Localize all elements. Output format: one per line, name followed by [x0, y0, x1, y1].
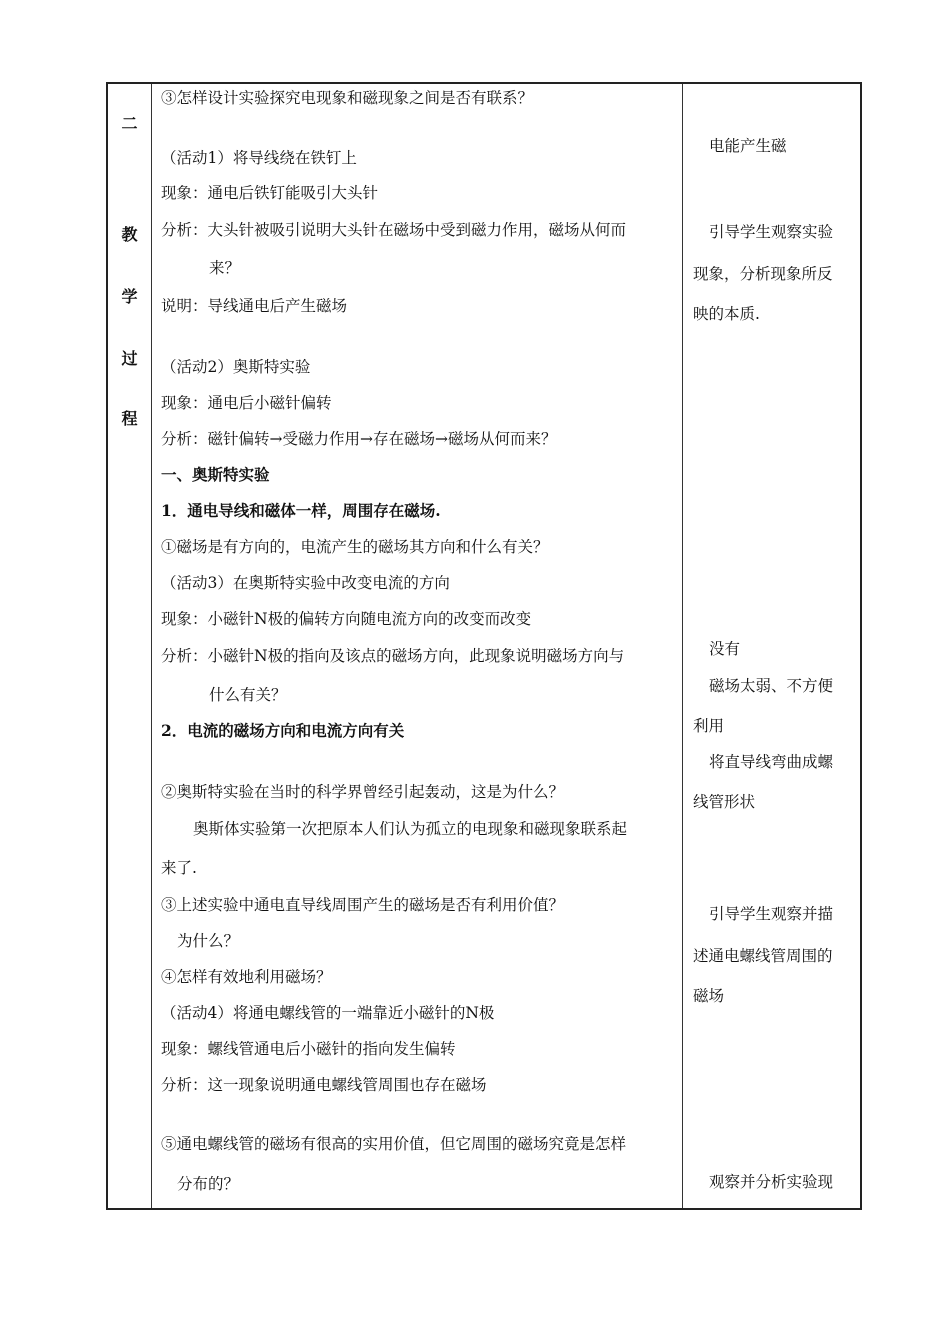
- content-line: 分析：磁针偏转→受磁力作用→存在磁场→磁场从何而来？: [161, 430, 557, 448]
- content-line: 现象：螺线管通电后小磁针的指向发生偏转: [161, 1040, 456, 1058]
- note-line: 引导学生观察并描: [709, 905, 834, 923]
- section-heading: 2．电流的磁场方向和电流方向有关: [161, 721, 405, 740]
- column-divider: [151, 84, 152, 1208]
- content-line: 奥斯体实验第一次把原本人们认为孤立的电现象和磁现象联系起: [193, 820, 628, 838]
- section-char: 学: [121, 287, 138, 306]
- content-line: 什么有关？: [209, 686, 287, 704]
- note-line: 利用: [693, 717, 725, 735]
- note-line: 磁场: [693, 987, 725, 1005]
- content-line: 来了.: [161, 859, 197, 877]
- note-line: 现象，分析现象所反: [693, 265, 833, 283]
- content-line: 分布的？: [177, 1175, 240, 1193]
- content-line: ②奥斯特实验在当时的科学界曾经引起轰动，这是为什么？: [161, 783, 565, 801]
- section-label-column: [108, 84, 151, 1208]
- note-line: 线管形状: [693, 793, 756, 811]
- content-line: 分析：小磁针N极的指向及该点的磁场方向，此现象说明磁场方向与: [161, 647, 625, 665]
- section-char: 二: [121, 114, 138, 133]
- content-line: （活动4）将通电螺线管的一端靠近小磁针的N极: [161, 1004, 495, 1022]
- note-line: 电能产生磁: [709, 137, 787, 155]
- note-line: 引导学生观察实验: [709, 223, 834, 241]
- content-line: 分析：大头针被吸引说明大头针在磁场中受到磁力作用，磁场从何而: [161, 221, 627, 239]
- content-line: 分析：这一现象说明通电螺线管周围也存在磁场: [161, 1076, 487, 1094]
- content-line: 来？: [209, 259, 241, 277]
- content-line: ⑤通电螺线管的磁场有很高的实用价值，但它周围的磁场究竟是怎样: [161, 1135, 627, 1153]
- content-line: （活动3）在奥斯特实验中改变电流的方向: [161, 574, 450, 592]
- note-line: 映的本质.: [693, 305, 760, 323]
- content-line: 现象：通电后小磁针偏转: [161, 394, 332, 412]
- content-line: 为什么？: [177, 932, 240, 950]
- section-char: 过: [121, 349, 138, 368]
- content-line: （活动1）将导线绕在铁钉上: [161, 149, 357, 167]
- content-line: （活动2）奥斯特实验: [161, 358, 311, 376]
- section-heading: 1．通电导线和磁体一样，周围存在磁场.: [161, 501, 441, 520]
- note-line: 将直导线弯曲成螺: [709, 753, 834, 771]
- note-line: 观察并分析实验现: [709, 1173, 834, 1191]
- content-line: ③怎样设计实验探究电现象和磁现象之间是否有联系？: [161, 89, 534, 107]
- teaching-content-column: [153, 84, 683, 1208]
- student-activity-column: [685, 84, 860, 1208]
- content-line: 现象：小磁针N极的偏转方向随电流方向的改变而改变: [161, 610, 532, 628]
- note-line: 磁场太弱、不方便: [709, 677, 834, 695]
- content-line: ④怎样有效地利用磁场？: [161, 968, 332, 986]
- note-line: 没有: [709, 640, 741, 658]
- lesson-table: [106, 82, 862, 1210]
- section-char: 程: [121, 409, 138, 428]
- note-line: 述通电螺线管周围的: [693, 947, 833, 965]
- section-heading: 一、奥斯特实验: [161, 465, 270, 484]
- section-char: 教: [121, 225, 138, 244]
- content-line: ①磁场是有方向的，电流产生的磁场其方向和什么有关？: [161, 538, 549, 556]
- content-line: ③上述实验中通电直导线周围产生的磁场是否有利用价值？: [161, 896, 565, 914]
- content-line: 说明：导线通电后产生磁场: [161, 297, 348, 315]
- content-line: 现象：通电后铁钉能吸引大头针: [161, 184, 379, 202]
